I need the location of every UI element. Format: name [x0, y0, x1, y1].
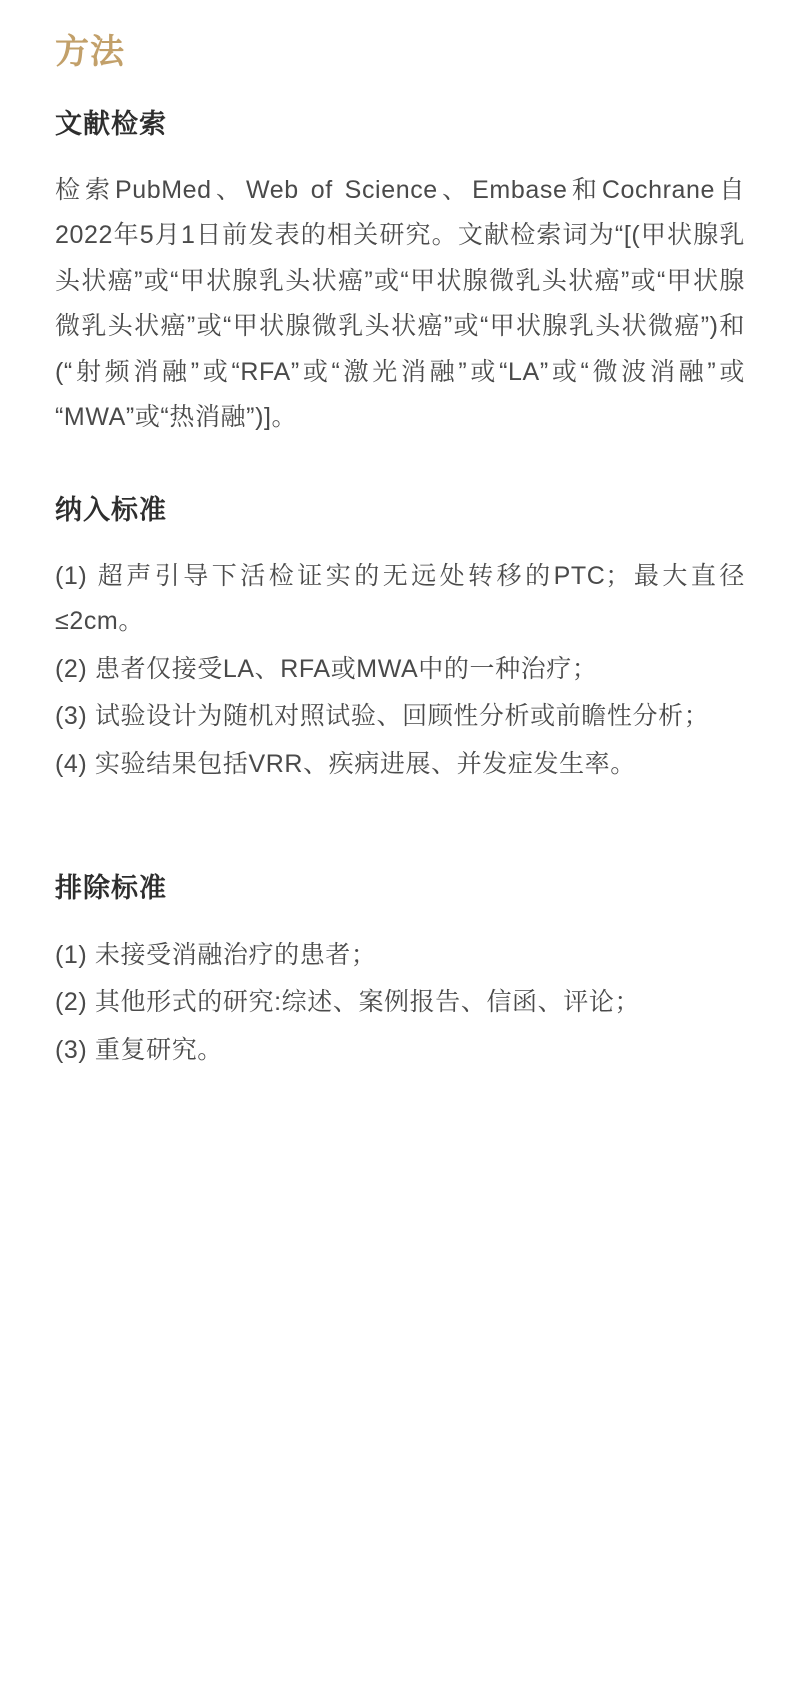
subsection-heading-literature-search: 文献检索	[55, 108, 167, 139]
spacer	[55, 789, 745, 819]
exclusion-criteria-list	[55, 933, 745, 1074]
section-heading-methods: 方法	[55, 33, 125, 71]
list-item: (1) 未接受消融治疗的患者；	[55, 940, 377, 969]
literature-search-paragraph: 检索PubMed、Web of Science、Embase和Cochrane自2022年5月1日前发表的相关研究。文献检索词为“[(甲状腺乳头状癌”或“甲状腺乳头状癌”或“甲状腺微乳头状癌”或“甲状腺微乳头状癌”或“甲状腺微乳头状癌”或“甲状腺乳头状微癌”)和(“射频消融”或“RFA”或“激光消融”或“LA”或“微波消融”或“MWA”或“热消融”)]。	[55, 175, 745, 432]
list-item: (2) 患者仅接受LA、RFA或MWA中的一种治疗；	[55, 654, 598, 683]
list-item: (1) 超声引导下活检证实的无远处转移的PTC；最大直径≤2cm。	[55, 561, 745, 636]
list-item: (3) 重复研究。	[55, 1035, 223, 1064]
subsection-heading-inclusion-criteria: 纳入标准	[55, 494, 167, 525]
list-item: (4) 实验结果包括VRR、疾病进展、并发症发生率。	[55, 749, 636, 778]
list-item: (2) 其他形式的研究:综述、案例报告、信函、评论；	[55, 988, 641, 1017]
inclusion-criteria-list	[55, 554, 745, 788]
list-item: (3) 试验设计为随机对照试验、回顾性分析或前瞻性分析；	[55, 702, 710, 731]
subsection-heading-exclusion-criteria: 排除标准	[55, 873, 167, 904]
